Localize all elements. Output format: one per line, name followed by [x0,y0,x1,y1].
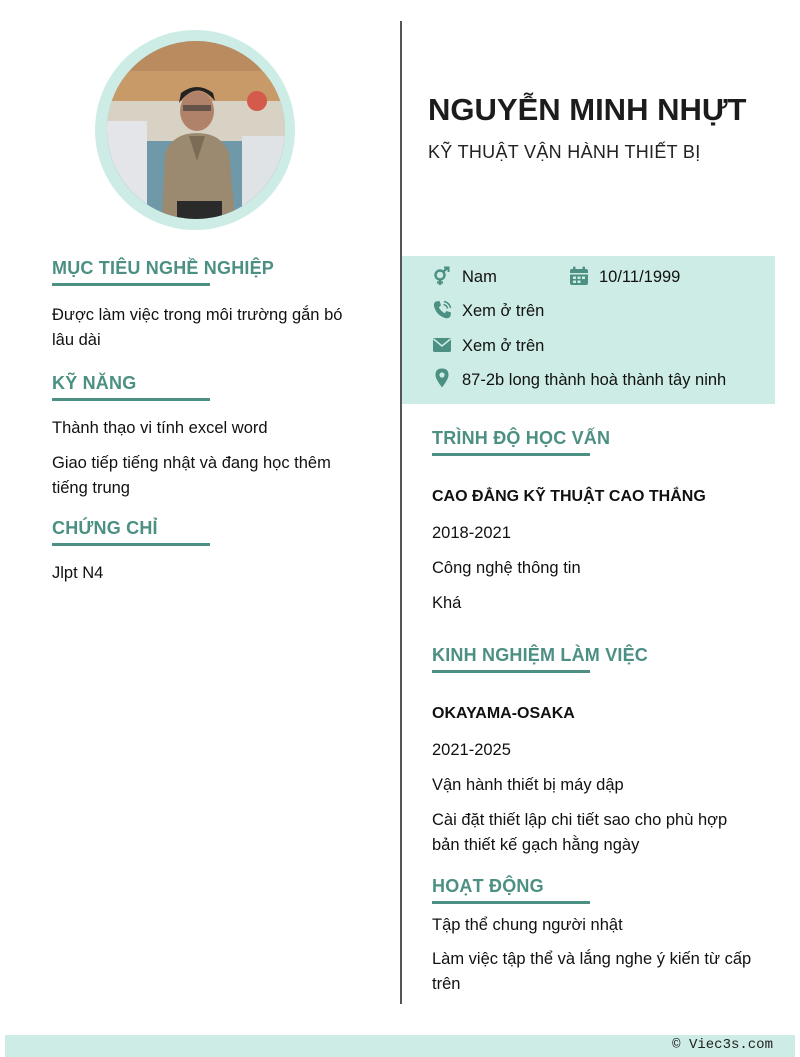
activity-item: Tập thể chung người nhật [432,916,623,934]
certificates-section [52,518,372,586]
column-divider [400,21,402,1004]
activities-section [432,876,762,904]
birthday-value: 10/11/1999 [599,268,681,286]
certificates-title: CHỨNG CHỈ [52,518,158,538]
education-school: CAO ĐẲNG KỸ THUẬT CAO THẮNG [432,488,706,505]
gender-value: Nam [462,268,497,286]
experience-company: OKAYAMA-OSAKA [432,705,575,722]
certificates-underline [52,543,210,546]
experience-section [432,645,762,673]
envelope-icon [432,335,452,355]
activity-item: Làm việc tập thể và lắng nghe ý kiến từ cấp trên [432,950,752,993]
education-grade: Khá [432,594,462,612]
phone-value: Xem ở trên [462,302,545,320]
skill-item: Thành thạo vi tính excel word [52,419,268,437]
gender-icon [432,266,452,286]
experience-line: Cài đặt thiết lập chi tiết sao cho phù hợp bản thiết kế gạch hằng ngày [432,811,728,854]
education-underline [432,453,590,456]
experience-underline [432,670,590,673]
activities-title: HOẠT ĐỘNG [432,876,544,896]
experience-period: 2021-2025 [432,741,511,759]
skills-underline [52,398,210,401]
skills-section [52,373,372,501]
footer-copyright: © Viec3s.com [672,1037,773,1053]
certificate-item: Jlpt N4 [52,564,104,582]
phone-icon [432,300,452,320]
experience-line: Vận hành thiết bị máy dập [432,776,624,794]
education-period: 2018-2021 [432,524,511,542]
objective-section [52,258,372,353]
education-major: Công nghệ thông tin [432,559,581,577]
candidate-name: NGUYỄN MINH NHỰT [428,92,747,127]
footer-bar [5,1035,795,1057]
avatar-photo [107,41,285,219]
skill-item: Giao tiếp tiếng nhật và đang học thêm tiếng trung [52,454,331,497]
education-section [432,428,762,456]
activities-underline [432,901,590,904]
objective-title: MỤC TIÊU NGHỀ NGHIỆP [52,258,275,278]
education-title: TRÌNH ĐỘ HỌC VẤN [432,428,611,448]
objective-text: Được làm việc trong môi trường gắn bó lâu dài [52,306,343,349]
candidate-position: KỸ THUẬT VẬN HÀNH THIẾT BỊ [428,142,701,162]
skills-title: KỸ NĂNG [52,373,137,393]
contact-panel [402,256,775,404]
calendar-icon [569,266,589,286]
avatar [107,41,285,219]
objective-underline [52,283,210,286]
email-value: Xem ở trên [462,337,545,355]
address-value: 87-2b long thành hoà thành tây ninh [462,371,727,389]
map-pin-icon [432,368,452,388]
experience-title: KINH NGHIỆM LÀM VIỆC [432,645,649,665]
